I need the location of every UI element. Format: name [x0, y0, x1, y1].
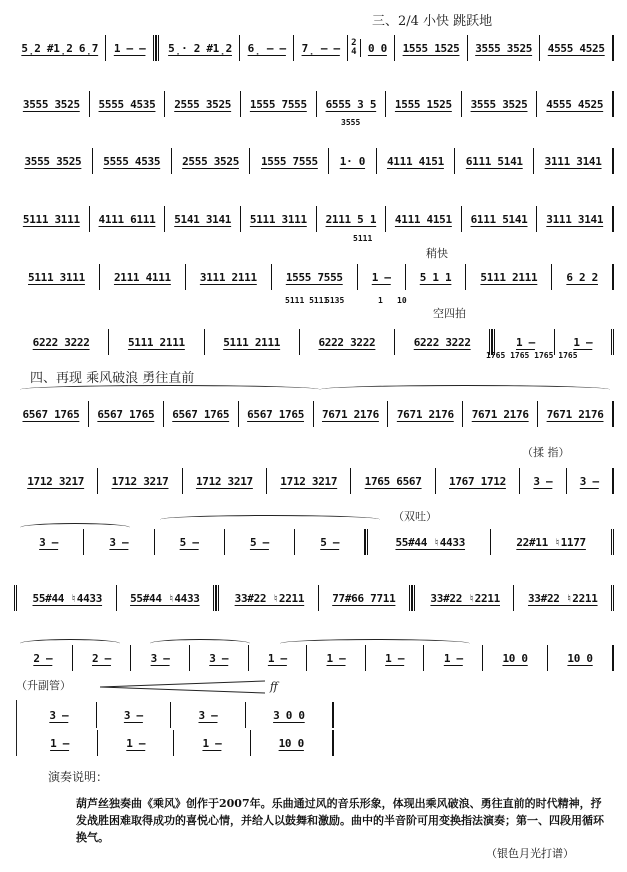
measure: 6222 3222 — [14, 329, 109, 355]
score-row-4 — [14, 204, 614, 234]
phrase-slur — [20, 385, 320, 394]
measure: 3 – — [22, 702, 97, 728]
dynamic-mark: ff — [270, 680, 278, 693]
measure: 3555 3525 — [14, 91, 90, 117]
measure: 1 – — [249, 645, 308, 671]
measure: 2555 3525 — [165, 91, 241, 117]
measure: 1712 3217 — [183, 468, 267, 494]
measure: 55#44 ♮4433 — [14, 585, 117, 611]
measure: 3 – — [520, 468, 566, 494]
measure: 5111 2111 — [205, 329, 300, 355]
measure: 3555 3525 — [14, 148, 93, 174]
measure: 3 – — [14, 529, 84, 555]
measure: 6111 5141 — [455, 148, 534, 174]
measure: 1712 3217 — [14, 468, 98, 494]
technique-mark: （双吐） — [393, 510, 437, 523]
measure: 1712 3217 — [267, 468, 351, 494]
measure: 3 – — [97, 702, 172, 728]
measure: 5111 2111 — [109, 329, 204, 355]
measure: 6222 3222 — [395, 329, 492, 355]
measure: 33#22 ♮2211 — [412, 585, 515, 611]
technique-mark: （揉 指） — [522, 446, 570, 459]
score-row-12 — [22, 700, 334, 730]
measure: 5555 4535 — [93, 148, 172, 174]
measure: 4111 6111 — [90, 206, 166, 232]
technique-mark: （升副管） — [16, 679, 71, 692]
measure: 4555 4525 — [537, 91, 614, 117]
performance-notes-body: 葫芦丝独奏曲《乘风》创作于2007年。乐曲通过风的音乐形象，体现出乘风破浪、勇往直前的时代精神，抒发战胜困难取得成功的喜悦心情，并给人以鼓舞和激励。曲中的半音阶可用变换指法演奏；第一、四段用循环换气。 — [76, 797, 604, 844]
tempo-mark: 稍快 — [426, 247, 448, 260]
score-row-7 — [14, 399, 614, 429]
measure: 1 – — [555, 329, 614, 355]
score-row-5 — [14, 262, 614, 292]
measure: 5141 3141 — [165, 206, 241, 232]
measure: 2111 5 1 — [317, 206, 386, 232]
measure: 1555 1525 — [395, 35, 468, 61]
measure: 4555 4525 — [540, 35, 614, 61]
section-4-heading: 四、再现 乘风破浪 勇往直前 — [30, 371, 195, 386]
score-row-3 — [14, 146, 614, 176]
measure: 1 – — [22, 730, 98, 756]
transcriber-credit: （银色月光打谱） — [486, 847, 574, 860]
measure: 33#22 ♮2211 — [514, 585, 614, 611]
score-row-13 — [22, 728, 334, 758]
measure: 6111 5141 — [462, 206, 538, 232]
ornament-notes: 1 — [378, 296, 383, 305]
measure: 5 – — [155, 529, 225, 555]
measure: 6 2 2 — [552, 264, 614, 290]
measure: 2555 3525 — [172, 148, 251, 174]
score-row-11 — [14, 643, 614, 673]
crescendo-hairpin — [100, 680, 265, 694]
score-row-10 — [14, 583, 614, 613]
measure: 7671 2176 — [388, 401, 463, 427]
measure: 3 – — [171, 702, 246, 728]
measure: 3 – — [190, 645, 249, 671]
measure: 5̣· 2 #1̣2 — [156, 35, 241, 61]
measure: 2 – — [14, 645, 73, 671]
measure: 2 – — [73, 645, 132, 671]
measure: 1 – — [366, 645, 425, 671]
measure: 3111 3141 — [534, 148, 614, 174]
score-row-1 — [14, 33, 614, 63]
measure: 1 – — [174, 730, 250, 756]
measure: 5555 4535 — [90, 91, 166, 117]
rest-instruction: 空四拍 — [433, 307, 466, 320]
measure: 1 – — [492, 329, 554, 355]
measure: 5̣2 #1̣2 6̣7 — [14, 35, 106, 61]
measure: 0 0 — [361, 35, 396, 61]
measure: 33#22 ♮2211 — [216, 585, 319, 611]
measure: 1767 1712 — [436, 468, 520, 494]
measure: 77#66 7711 — [319, 585, 412, 611]
score-row-2 — [14, 89, 614, 119]
tie-slur — [160, 515, 380, 524]
measure: 5111 2111 — [466, 264, 552, 290]
ornament-notes: 1765 1765 1765 1765 — [486, 351, 578, 360]
ornament-notes: 5111 5111 — [285, 296, 329, 305]
measure: 55#44 ♮4433 — [117, 585, 217, 611]
measure: 1555 7555 — [272, 264, 358, 290]
measure: 1· 0 — [329, 148, 376, 174]
measure: 5111 3111 — [14, 206, 90, 232]
measure: 3 0 0 — [246, 702, 334, 728]
measure: 1765 6567 — [351, 468, 435, 494]
measure: 4111 4151 — [386, 206, 462, 232]
measure: 55#44 ♮4433 — [365, 529, 491, 555]
measure: 3 – — [567, 468, 614, 494]
measure: 3111 3141 — [537, 206, 614, 232]
measure: 1555 1525 — [386, 91, 462, 117]
measure: 10 0 — [483, 645, 548, 671]
measure: 1 – – — [106, 35, 155, 61]
measure: 3 – — [84, 529, 154, 555]
ornament-notes: 5111 — [353, 234, 373, 243]
measure: 3555 3525 — [468, 35, 541, 61]
measure: 6567 1765 — [164, 401, 239, 427]
ornament-notes: 5135 — [325, 296, 345, 305]
measure: 5 1 1 — [406, 264, 467, 290]
measure: 1712 3217 — [98, 468, 182, 494]
measure: 22#11 ♮1177 — [491, 529, 614, 555]
measure: 10 0 — [548, 645, 614, 671]
time-signature: 2 4 — [348, 39, 360, 57]
measure: 6567 1765 — [239, 401, 314, 427]
measure: 2111 4111 — [100, 264, 186, 290]
measure: 5 – — [225, 529, 295, 555]
measure: 7671 2176 — [314, 401, 389, 427]
measure: 4111 4151 — [377, 148, 456, 174]
measure: 1 – — [307, 645, 366, 671]
measure: 7671 2176 — [538, 401, 614, 427]
measure: 3111 2111 — [186, 264, 272, 290]
measure: 5 – — [295, 529, 365, 555]
measure: 5111 3111 — [14, 264, 100, 290]
measure: 6555 3 5 — [317, 91, 386, 117]
measure: 6567 1765 — [14, 401, 89, 427]
phrase-slur — [320, 385, 610, 394]
measure: 1 – — [424, 645, 483, 671]
ornament-notes: 10 — [397, 296, 407, 305]
measure: 3555 3525 — [462, 91, 538, 117]
system-brace — [16, 700, 21, 756]
measure: 1555 7555 — [250, 148, 329, 174]
measure: 1 – — [358, 264, 406, 290]
measure: 6222 3222 — [300, 329, 395, 355]
section-3-heading: 三、2/4 小快 跳跃地 — [372, 14, 493, 29]
measure: 7̣ – – — [294, 35, 348, 61]
measure: 10 0 — [251, 730, 334, 756]
performance-notes-heading: 演奏说明： — [48, 770, 109, 784]
score-row-8 — [14, 466, 614, 496]
score-row-9 — [14, 527, 614, 557]
measure: 7671 2176 — [463, 401, 538, 427]
measure: 1555 7555 — [241, 91, 317, 117]
measure: 5111 3111 — [241, 206, 317, 232]
measure: 6567 1765 — [89, 401, 164, 427]
measure: 3 – — [131, 645, 190, 671]
measure: 1 – — [98, 730, 174, 756]
ornament-notes: 3555 — [341, 118, 361, 127]
measure: 6̣ – – — [240, 35, 294, 61]
